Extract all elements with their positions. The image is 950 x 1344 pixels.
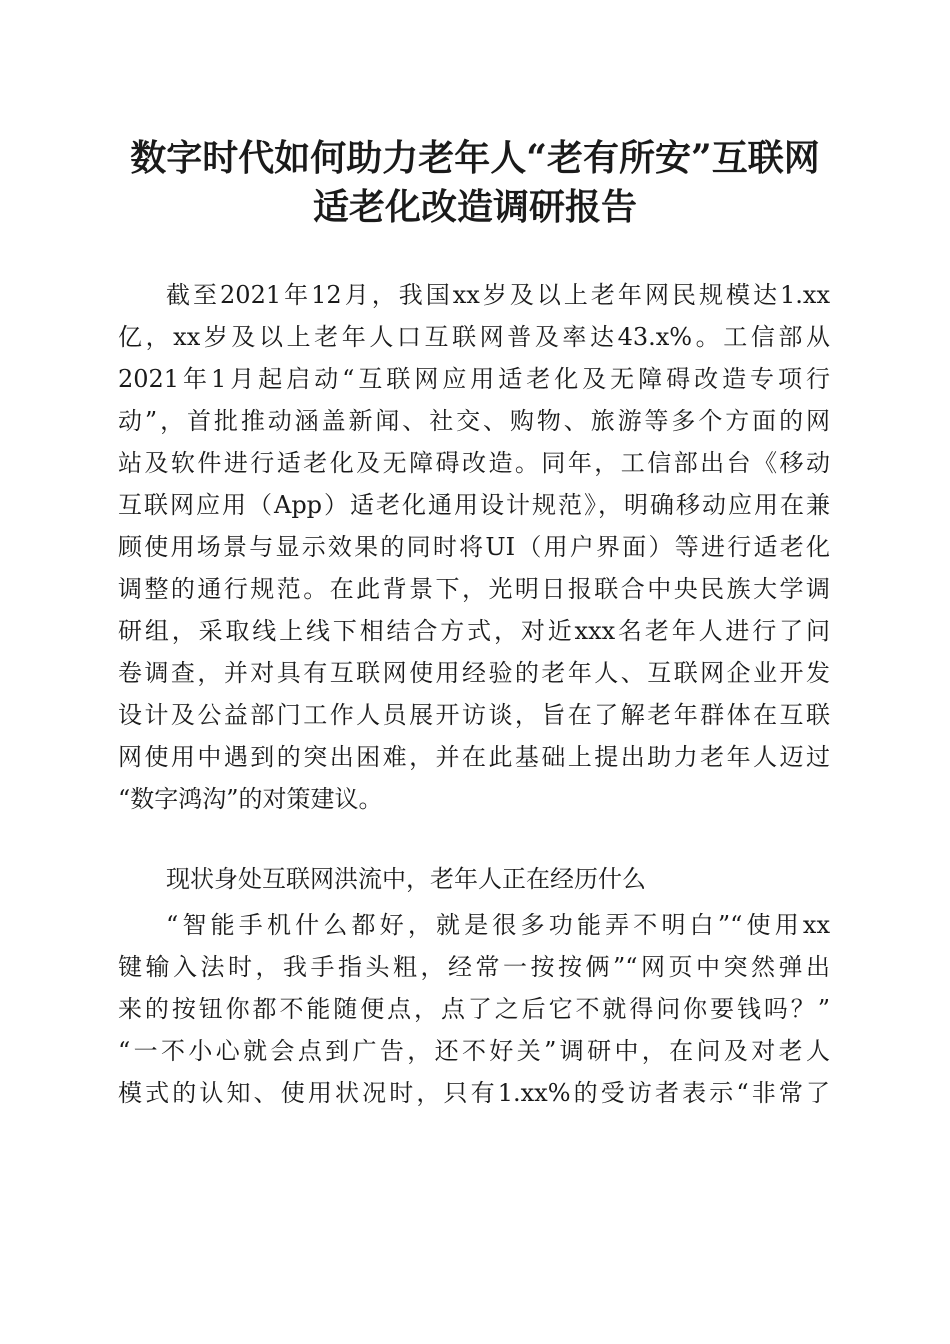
paragraph-line: 键输入法时，我手指头粗，经常一按按俩”“网页中突然弹出: [118, 953, 830, 981]
document-title-line-2: 适老化改造调研报告: [312, 186, 637, 228]
section-heading: [118, 858, 830, 900]
document-title-line-1: 数字时代如何助力老年人“老有所安”互联网: [130, 137, 820, 179]
paragraph-line: 顾使用场景与显示效果的同时将UI（用户界面）等进行适老化: [118, 533, 830, 561]
section-heading-text: 现状身处互联网洪流中，老年人正在经历什么: [166, 865, 646, 893]
paragraph-line: 动”，首批推动涵盖新闻、社交、购物、旅游等多个方面的网: [118, 407, 830, 435]
paragraph-line: 调整的通行规范。在此背景下，光明日报联合中央民族大学调: [118, 575, 830, 603]
paragraph-line: 站及软件进行适老化及无障碍改造。同年，工信部出台《移动: [118, 449, 830, 477]
paragraph-line: 模式的认知、使用状况时，只有1.xx%的受访者表示“非常了: [118, 1079, 830, 1107]
paragraph-line: “数字鸿沟”的对策建议。: [118, 785, 383, 813]
paragraph-line: 卷调查，并对具有互联网使用经验的老年人、互联网企业开发: [118, 659, 830, 687]
paragraph-intro: [118, 274, 830, 820]
paragraph-line: “一不小心就会点到广告，还不好关”调研中，在问及对老人: [118, 1037, 830, 1065]
paragraph-line: “智能手机什么都好，就是很多功能弄不明白”“使用xx: [166, 911, 830, 939]
paragraph-line: 截至2021年12月，我国xx岁及以上老年网民规模达1.xx: [166, 281, 830, 309]
paragraph-line: 设计及公益部门工作人员展开访谈，旨在了解老年群体在互联: [118, 701, 830, 729]
paragraph-line: 来的按钮你都不能随便点，点了之后它不就得问你要钱吗？”: [118, 995, 830, 1023]
paragraph-line: 网使用中遇到的突出困难，并在此基础上提出助力老年人迈过: [118, 743, 830, 771]
paragraph-status: [118, 904, 830, 1114]
paragraph-line: 亿，xx岁及以上老年人口互联网普及率达43.x%。工信部从: [118, 323, 830, 351]
paragraph-line: 互联网应用（App）适老化通用设计规范》，明确移动应用在兼: [118, 491, 830, 519]
paragraph-line: 研组，采取线上线下相结合方式，对近xxx名老年人进行了问: [118, 617, 830, 645]
paragraph-line: 2021年1月起启动“互联网应用适老化及无障碍改造专项行: [118, 365, 830, 393]
